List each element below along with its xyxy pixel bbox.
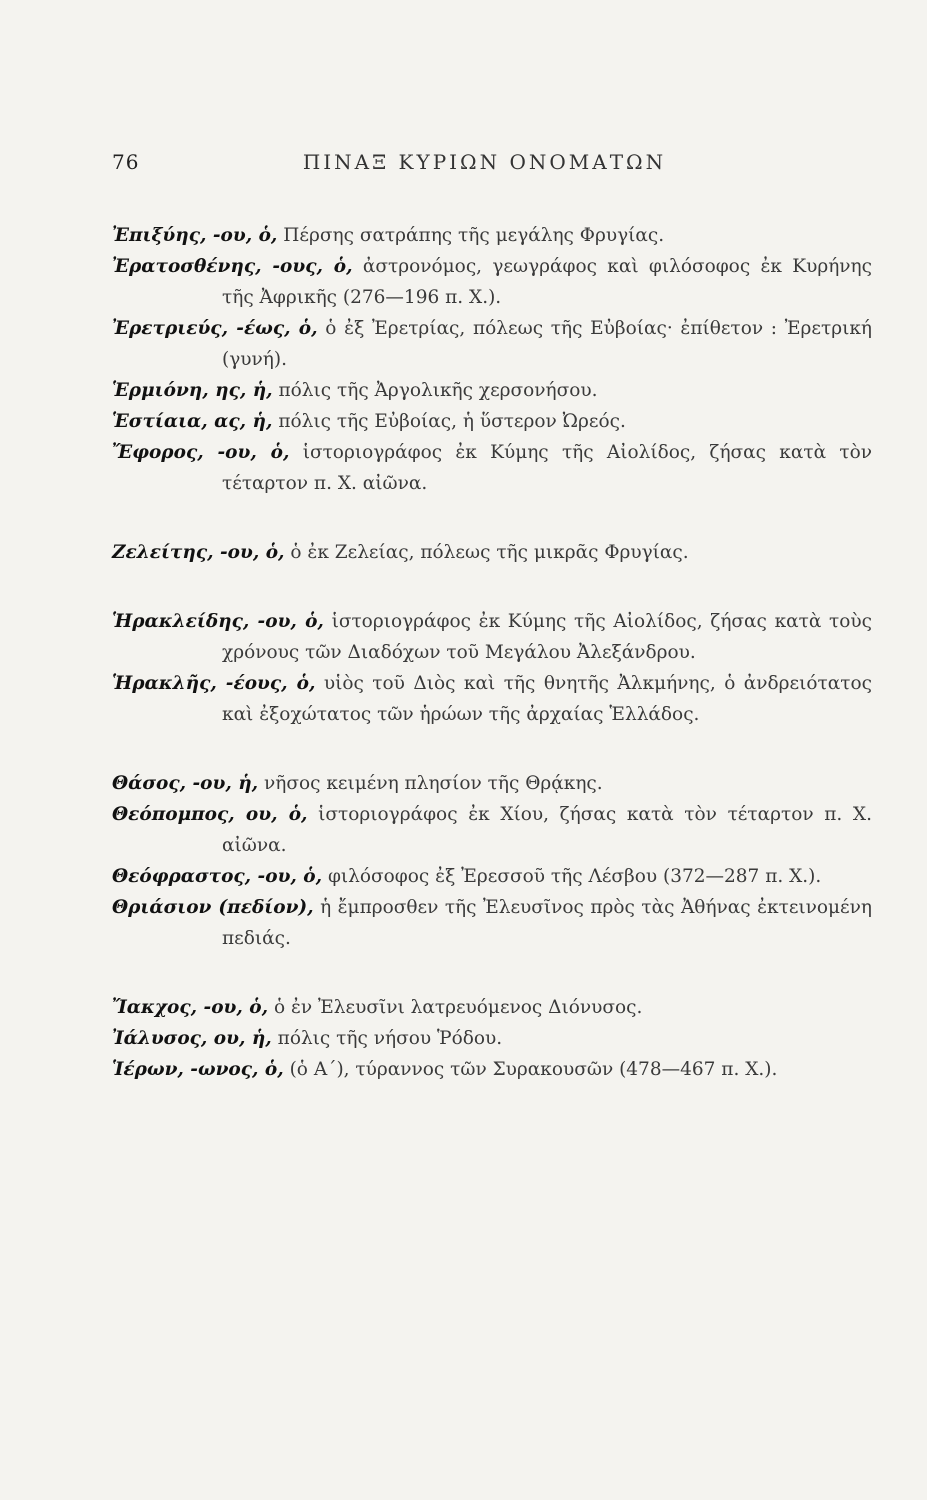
entry-definition: νῆσος κειμένη πλησίον τῆς Θρᾴκης. bbox=[264, 773, 603, 794]
letter-group-epsilon bbox=[112, 220, 872, 499]
entry-definition: Πέρσης σατράπης τῆς μεγάλης Φρυγίας. bbox=[283, 225, 665, 246]
entry-head: Ἡρακλῆς, -έους, ὁ, bbox=[112, 673, 316, 694]
entry-definition: ὁ ἐξ Ἐρετρίας, πόλεως τῆς Εὐβοίας· ἐπίθετον : Ἐρετρική (γυνή). bbox=[222, 318, 872, 370]
index-entry bbox=[112, 406, 872, 437]
entry-head: Ἐρατοσθένης, -ους, ὁ, bbox=[112, 256, 353, 277]
page-number: 76 bbox=[112, 150, 140, 174]
entry-head: Ἔφορος, -ου, ὁ, bbox=[112, 442, 290, 463]
entry-head: Ἐρετριεύς, -έως, ὁ, bbox=[112, 318, 318, 339]
index-entry bbox=[112, 1054, 872, 1085]
entry-definition: πόλις τῆς νήσου Ῥόδου. bbox=[277, 1028, 503, 1049]
letter-group-iota bbox=[112, 992, 872, 1085]
letter-group-eta bbox=[112, 606, 872, 730]
index-entry bbox=[112, 892, 872, 954]
index-entry bbox=[112, 992, 872, 1023]
running-title: ΠΙΝΑΞ ΚΥΡΙΩΝ ΟΝΟΜΑΤΩΝ bbox=[302, 150, 667, 174]
entry-definition: πόλις τῆς Εὐβοίας, ἡ ὕστερον Ὠρεός. bbox=[278, 411, 626, 432]
entry-head: Ἡρακλείδης, -ου, ὁ, bbox=[112, 611, 324, 632]
entry-head: Θεόπομπος, ου, ὁ, bbox=[112, 804, 308, 825]
index-entry bbox=[112, 251, 872, 313]
index-entry bbox=[112, 1023, 872, 1054]
index-entry bbox=[112, 861, 872, 892]
entry-head: Ἰάλυσος, ου, ἡ, bbox=[112, 1028, 272, 1049]
entry-definition: πόλις τῆς Ἀργολικῆς χερσονήσου. bbox=[278, 380, 598, 401]
entry-definition: ὁ ἐν Ἐλευσῖνι λατρευόμενος Διόνυσος. bbox=[273, 997, 643, 1018]
letter-group-zeta bbox=[112, 537, 872, 568]
index-entry bbox=[112, 313, 872, 375]
index-entry bbox=[112, 375, 872, 406]
index-entry bbox=[112, 768, 872, 799]
entry-head: Θριάσιον (πεδίον), bbox=[112, 897, 314, 918]
index-entry bbox=[112, 437, 872, 499]
index-entries bbox=[112, 220, 872, 1123]
entry-definition: ὁ ἐκ Ζελείας, πόλεως τῆς μικρᾶς Φρυγίας. bbox=[290, 542, 689, 563]
entry-definition: ἱστοριογράφος ἐκ Κύμης τῆς Αἰολίδος, ζήσας κατὰ τὸν τέταρτον π. Χ. αἰῶνα. bbox=[222, 442, 872, 494]
entry-definition: ἡ ἔμπροσθεν τῆς Ἐλευσῖνος πρὸς τὰς Ἀθήνας ἐκτεινομένη πεδιάς. bbox=[222, 897, 872, 949]
entry-definition: (ὁ Α΄), τύραννος τῶν Συρακουσῶν (478—467 π. Χ.). bbox=[289, 1059, 778, 1080]
entry-definition: ἀστρονόμος, γεωγράφος καὶ φιλόσοφος ἐκ Κυρήνης τῆς Ἀφρικῆς (276—196 π. Χ.). bbox=[222, 256, 872, 308]
page-header bbox=[112, 150, 857, 180]
entry-definition: φιλόσοφος ἐξ Ἐρεσσοῦ τῆς Λέσβου (372—287 π. Χ.). bbox=[327, 866, 822, 887]
entry-head: Θάσος, -ου, ἡ, bbox=[112, 773, 259, 794]
entry-head: Ἑστίαια, ας, ἡ, bbox=[112, 411, 273, 432]
index-entry bbox=[112, 220, 872, 251]
entry-head: Ἴακχος, -ου, ὁ, bbox=[112, 997, 269, 1018]
letter-group-theta bbox=[112, 768, 872, 954]
index-entry bbox=[112, 668, 872, 730]
entry-head: Ζελείτης, -ου, ὁ, bbox=[112, 542, 285, 563]
entry-definition: υἱὸς τοῦ Διὸς καὶ τῆς θνητῆς Ἀλκμήνης, ὁ ἀνδρειότατος καὶ ἐξοχώτατος τῶν ἡρώων τῆς ἀρχαίας Ἑλλάδος. bbox=[222, 673, 872, 725]
entry-head: Ἐπιξύης, -ου, ὁ, bbox=[112, 225, 278, 246]
index-entry bbox=[112, 606, 872, 668]
entry-definition: ἱστοριογράφος ἐκ Χίου, ζήσας κατὰ τὸν τέταρτον π. Χ. αἰῶνα. bbox=[222, 804, 872, 856]
entry-head: Ἑρμιόνη, ης, ἡ, bbox=[112, 380, 273, 401]
entry-head: Ἱέρων, -ωνος, ὁ, bbox=[112, 1059, 284, 1080]
index-entry bbox=[112, 537, 872, 568]
index-entry bbox=[112, 799, 872, 861]
entry-definition: ἱστοριογράφος ἐκ Κύμης τῆς Αἰολίδος, ζήσας κατὰ τοὺς χρόνους τῶν Διαδόχων τοῦ Μεγάλου Ἀλεξάνδρου. bbox=[222, 611, 873, 663]
entry-head: Θεόφραστος, -ου, ὁ, bbox=[112, 866, 323, 887]
